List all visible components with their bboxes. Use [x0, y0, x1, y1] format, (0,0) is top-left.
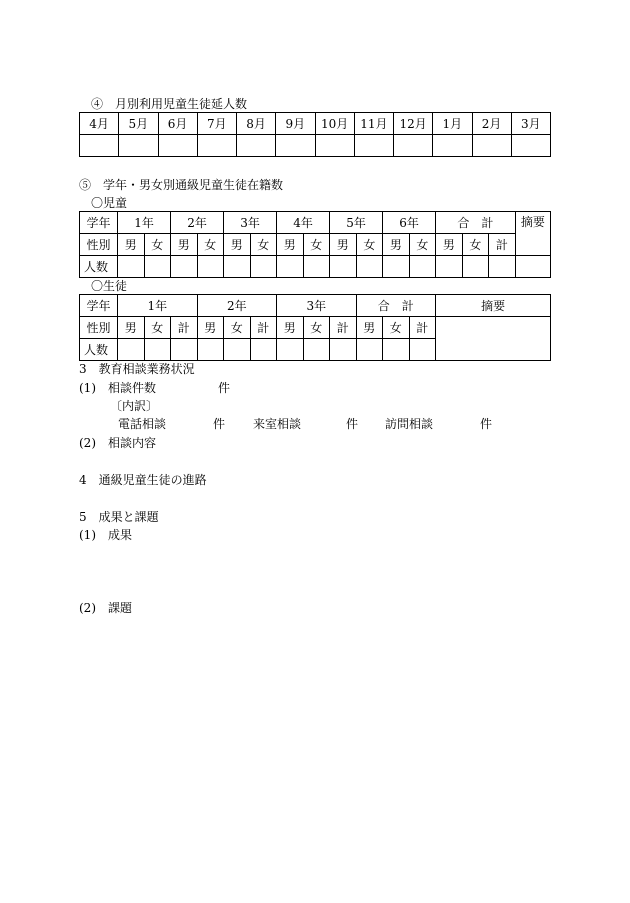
month-value-cell[interactable]: [394, 135, 433, 157]
grade-header: 2年: [197, 295, 277, 317]
month-cell: 8月: [237, 113, 276, 135]
sex-label: 性別: [80, 234, 118, 256]
count-cell[interactable]: [356, 339, 383, 361]
elementary-table: [79, 211, 551, 278]
month-cell: 6月: [158, 113, 197, 135]
count-cell[interactable]: [171, 339, 198, 361]
count-cell[interactable]: [436, 256, 463, 278]
count-cell[interactable]: [224, 339, 251, 361]
male-label: 男: [171, 234, 198, 256]
month-cell: 11月: [354, 113, 393, 135]
grade-header: 1年: [118, 212, 171, 234]
count-cell[interactable]: [197, 256, 224, 278]
month-value-cell[interactable]: [354, 135, 393, 157]
count-cell[interactable]: [409, 256, 436, 278]
count-label: 人数: [80, 339, 118, 361]
consultation-count-unit: 件: [218, 381, 231, 395]
count-cell[interactable]: [330, 256, 357, 278]
sex-label: 性別: [80, 317, 118, 339]
sum-label: 計: [330, 317, 357, 339]
elementary-subheading: 〇児童: [91, 196, 128, 210]
count-cell[interactable]: [303, 339, 330, 361]
female-label: 女: [462, 234, 489, 256]
month-value-cell[interactable]: [433, 135, 472, 157]
count-cell[interactable]: [383, 256, 410, 278]
female-label: 女: [224, 317, 251, 339]
male-label: 男: [277, 317, 304, 339]
female-label: 女: [250, 234, 277, 256]
remarks-header: 摘要: [436, 295, 551, 317]
count-cell[interactable]: [277, 339, 304, 361]
month-value-cell[interactable]: [315, 135, 354, 157]
count-cell[interactable]: [462, 256, 489, 278]
grade-header: 2年: [171, 212, 224, 234]
remarks-cell[interactable]: [515, 256, 551, 278]
count-cell[interactable]: [224, 256, 251, 278]
female-label: 女: [303, 317, 330, 339]
phone-consultation-label: 電話相談: [118, 417, 167, 431]
phone-consultation-unit: 件: [213, 417, 226, 431]
month-cell: 5月: [119, 113, 158, 135]
consultation-content-label: (2) 相談内容: [79, 436, 156, 450]
male-label: 男: [118, 234, 145, 256]
results-issues: (2) 課題: [79, 601, 132, 615]
grade-header: 1年: [118, 295, 198, 317]
remarks-cell[interactable]: [436, 317, 551, 361]
male-label: 男: [436, 234, 463, 256]
enrollment-heading: ⑤ 学年・男女別通級児童生徒在籍数: [79, 178, 284, 192]
male-label: 男: [277, 234, 304, 256]
grade-label: 学年: [80, 212, 118, 234]
monthly-table: [79, 112, 551, 157]
month-cell: 1月: [433, 113, 472, 135]
junior-table: [79, 294, 551, 361]
count-label: 人数: [80, 256, 118, 278]
month-value-cell[interactable]: [472, 135, 511, 157]
month-value-cell[interactable]: [80, 135, 119, 157]
sum-label: 計: [489, 234, 516, 256]
count-cell[interactable]: [250, 339, 277, 361]
month-cell: 3月: [511, 113, 550, 135]
count-cell[interactable]: [303, 256, 330, 278]
consultation-count-label: (1) 相談件数: [79, 381, 156, 395]
consultation-heading: 3 教育相談業務状況: [79, 362, 195, 376]
female-label: 女: [197, 234, 224, 256]
sum-label: 計: [171, 317, 198, 339]
home-visit-label: 訪問相談: [385, 417, 434, 431]
count-cell[interactable]: [489, 256, 516, 278]
breakdown-label: 〔内訳〕: [110, 399, 159, 413]
junior-subheading: 〇生徒: [91, 279, 128, 293]
count-cell[interactable]: [409, 339, 436, 361]
office-consultation-label: 来室相談: [253, 417, 302, 431]
count-cell[interactable]: [277, 256, 304, 278]
month-cell: 7月: [197, 113, 236, 135]
grade-header: 5年: [330, 212, 383, 234]
female-label: 女: [303, 234, 330, 256]
male-label: 男: [330, 234, 357, 256]
grade-header: 6年: [383, 212, 436, 234]
count-cell[interactable]: [144, 339, 171, 361]
male-label: 男: [118, 317, 145, 339]
count-cell[interactable]: [250, 256, 277, 278]
month-cell: 2月: [472, 113, 511, 135]
month-value-cell[interactable]: [158, 135, 197, 157]
sum-label: 計: [250, 317, 277, 339]
grade-label: 学年: [80, 295, 118, 317]
home-visit-unit: 件: [480, 417, 493, 431]
month-value-cell[interactable]: [119, 135, 158, 157]
female-label: 女: [409, 234, 436, 256]
month-cell: 12月: [394, 113, 433, 135]
female-label: 女: [144, 234, 171, 256]
month-cell: 10月: [315, 113, 354, 135]
career-heading: 4 通級児童生徒の進路: [79, 473, 207, 487]
count-cell[interactable]: [356, 256, 383, 278]
monthly-heading: ④ 月別利用児童生徒延人数: [91, 97, 248, 111]
count-cell[interactable]: [118, 339, 145, 361]
remarks-header: 摘要: [515, 212, 551, 256]
month-value-cell[interactable]: [197, 135, 236, 157]
count-cell[interactable]: [118, 256, 145, 278]
count-cell[interactable]: [330, 339, 357, 361]
results-heading: 5 成果と課題: [79, 510, 159, 524]
male-label: 男: [356, 317, 383, 339]
female-label: 女: [356, 234, 383, 256]
count-cell[interactable]: [383, 339, 410, 361]
month-cell: 4月: [80, 113, 119, 135]
count-cell[interactable]: [171, 256, 198, 278]
male-label: 男: [383, 234, 410, 256]
month-cell: 9月: [276, 113, 315, 135]
male-label: 男: [224, 234, 251, 256]
grade-header: 3年: [277, 295, 357, 317]
office-consultation-unit: 件: [346, 417, 359, 431]
total-header: 合 計: [436, 212, 516, 234]
month-value-cell[interactable]: [237, 135, 276, 157]
results-achievements: (1) 成果: [79, 528, 132, 542]
count-cell[interactable]: [144, 256, 171, 278]
female-label: 女: [144, 317, 171, 339]
grade-header: 4年: [277, 212, 330, 234]
female-label: 女: [383, 317, 410, 339]
grade-header: 3年: [224, 212, 277, 234]
total-header: 合 計: [356, 295, 436, 317]
sum-label: 計: [409, 317, 436, 339]
month-value-cell[interactable]: [511, 135, 550, 157]
male-label: 男: [197, 317, 224, 339]
month-value-cell[interactable]: [276, 135, 315, 157]
count-cell[interactable]: [197, 339, 224, 361]
